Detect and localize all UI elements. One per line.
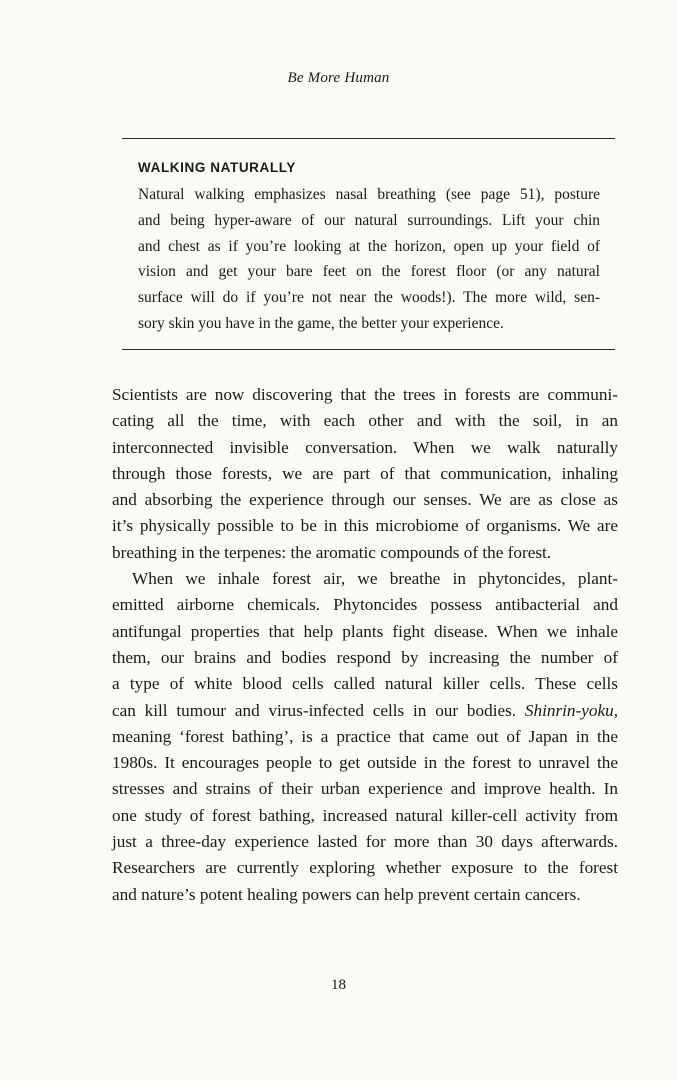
paragraph-2-line: meaning ‘forest bathing’, is a practice that came out of Japan in the <box>112 726 618 746</box>
running-head: Be More Human <box>287 70 390 86</box>
paragraph-1-line: breathing in the terpenes: the aromatic compounds of the forest. <box>112 542 552 562</box>
paragraph-1-line: it’s physically possible to be in this microbiome of organisms. We are <box>112 516 618 536</box>
paragraph-2-line: 1980s. It encourages people to get outside in the forest to unravel the <box>112 753 618 773</box>
paragraph-2-line: emitted airborne chemicals. Phytoncides possess antibacterial and <box>112 595 618 615</box>
box-line: and chest as if you’re looking at the horizon, open up your field of <box>138 237 600 255</box>
paragraph-2-line: just a three-day experience lasted for more than 30 days afterwards. <box>112 832 618 852</box>
body-text <box>112 382 618 908</box>
paragraph-2-line: them, our brains and bodies respond by increasing the number of <box>112 647 618 667</box>
box-line: surface will do if you’re not near the woods!). The more wild, sen- <box>138 289 600 307</box>
paragraph-2-line: a type of white blood cells called natural killer cells. These cells <box>112 674 618 694</box>
paragraph-1-line: interconnected invisible conversation. When we walk naturally <box>112 437 618 457</box>
paragraph-2-line: antifungal properties that help plants fight disease. When we inhale <box>112 621 618 641</box>
box-line: sory skin you have in the game, the better your experience. <box>138 314 504 332</box>
paragraph-2-line <box>112 698 618 724</box>
paragraph-2-line: and nature’s potent healing powers can help prevent certain cancers. <box>112 884 581 904</box>
paragraph-2-line: stresses and strains of their urban experience and improve health. In <box>112 779 618 799</box>
page-number: 18 <box>331 977 346 993</box>
box-line: and being hyper-aware of our natural surroundings. Lift your chin <box>138 211 600 229</box>
shinrin-yoku-term: Shinrin-yoku, <box>524 700 618 720</box>
paragraph-2-line: When we inhale forest air, we breathe in phytoncides, plant- <box>132 569 618 589</box>
paragraph-1-line: Scientists are now discovering that the trees in forests are communi- <box>112 385 618 404</box>
paragraph-1-line: through those forests, we are part of that communication, inhaling <box>112 463 618 483</box>
paragraph-2-text: can kill tumour and virus-infected cells in our bodies. <box>112 700 525 720</box>
paragraph-2-line: one study of forest bathing, increased natural killer-cell activity from <box>112 805 618 825</box>
sidebar-box <box>138 158 600 337</box>
box-line: vision and get your bare feet on the forest floor (or any natural <box>138 263 600 281</box>
box-line: Natural walking emphasizes nasal breathing (see page 51), posture <box>138 186 600 203</box>
paragraph-2-line: Researchers are currently exploring whether exposure to the forest <box>112 858 618 878</box>
paragraph-1-line: and absorbing the experience through our senses. We are as close as <box>112 490 618 510</box>
box-heading: WALKING NATURALLY <box>138 160 296 175</box>
paragraph-1-line: cating all the time, with each other and with the soil, in an <box>112 411 618 431</box>
box-top-rule <box>122 138 615 139</box>
box-bottom-rule <box>122 349 615 350</box>
